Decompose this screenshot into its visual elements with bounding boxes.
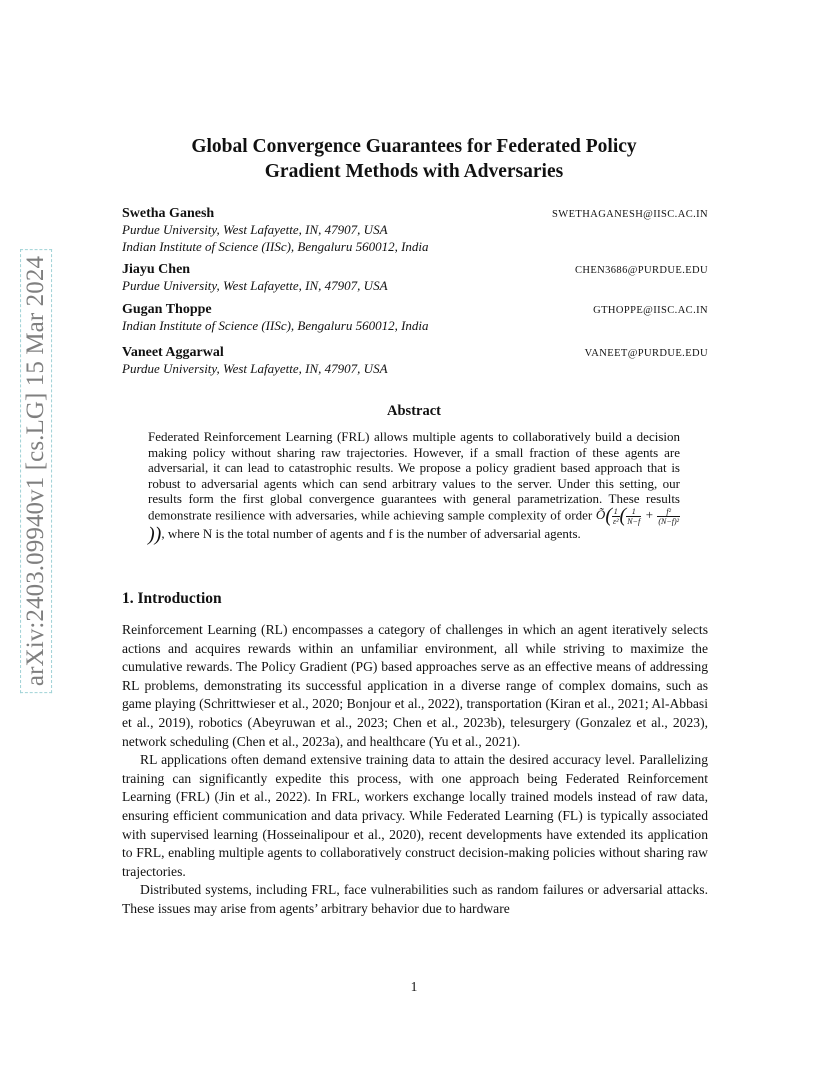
- sample-complexity-formula: Õ( $\frac{1}{\text{ε²}}$ ( $\frac{1}{N-f}$ + $\frac{\text{f²}}{\text{(N−f)²}}$ )): [148, 504, 680, 546]
- author-email: GTHOPPE@IISC.AC.IN: [593, 305, 708, 316]
- plus-sign: +: [644, 506, 654, 522]
- section-heading-introduction: 1. Introduction: [122, 590, 222, 607]
- fraction-n-minus-f: $\frac{1}{N-f}$: [627, 506, 641, 526]
- author-name: Gugan Thoppe: [122, 302, 212, 317]
- author-block-2: [122, 262, 708, 295]
- arxiv-stamp-text: arXiv:2403.09940v1 [cs.LG] 15 Mar 2024: [20, 249, 52, 693]
- paragraph: Distributed systems, including FRL, face vulnerabilities such as random failures or adversarial attacks. These issues may arise from agents’ arbitrary behavior due to hardware: [122, 882, 708, 916]
- author-name: Swetha Ganesh: [122, 206, 215, 221]
- paragraph: RL applications often demand extensive training data to attain the desired accuracy level. Parallelizing training can significantly expedite this process, with one approach being Federated Reinforcement Learning (FRL) (Jin et al., 2022). In FRL, workers exchange locally trained models instead of raw data, ensuring efficient communication and data privacy. While Federated Learning (FL) is typically associated with supervised learning (Hosseinalipour et al., 2020), recent developments have extended its application to FRL, enabling multiple agents to collaboratively construct decision-making policies without sharing raw trajectories.: [122, 752, 708, 879]
- author-affiliation: Purdue University, West Lafayette, IN, 47907, USA: [122, 361, 388, 376]
- author-affiliation: Indian Institute of Science (IISc), Bengaluru 560012, India: [122, 238, 429, 254]
- author-block-4: [122, 345, 708, 378]
- page-number: 1: [410, 979, 418, 994]
- author-name: Jiayu Chen: [122, 262, 191, 277]
- paper-title: [120, 134, 708, 184]
- author-block-3: [122, 302, 708, 335]
- abstract-heading: Abstract: [387, 403, 441, 419]
- paper-title-line-2: Gradient Methods with Adversaries: [264, 161, 564, 182]
- author-affiliation: Indian Institute of Science (IISc), Bengaluru 560012, India: [122, 318, 429, 333]
- fraction-f-squared: $\frac{\text{f²}}{\text{(N−f)²}}$: [658, 506, 680, 526]
- author-affiliation: Purdue University, West Lafayette, IN, 47907, USA: [122, 222, 388, 237]
- abstract-text-end: , where N is the total number of agents and f is the number of adversarial agents.: [161, 525, 581, 541]
- author-block-1: [122, 206, 708, 255]
- big-o-symbol: Õ: [595, 506, 606, 522]
- introduction-body: [122, 621, 708, 919]
- author-affiliation: Purdue University, West Lafayette, IN, 47907, USA: [122, 278, 388, 293]
- fraction-epsilon: $\frac{1}{\text{ε²}}$: [612, 506, 619, 526]
- author-email: SWETHAGANESH@IISC.AC.IN: [552, 209, 708, 220]
- author-email: VANEET@PURDUE.EDU: [584, 348, 708, 359]
- abstract-text: Federated Reinforcement Learning (FRL) allows multiple agents to collaboratively build a decision making policy without sharing raw trajectories. However, if a small fraction of these agents are adversarial, it can lead to catastrophic results. We propose a policy gradient based approach that is robust to adversarial agents which can send arbitrary values to the server. Under this setting, our results form the first global convergence guarantees with general parametrization. These results demonstrate resilience with adversaries, while achieving sample complexity of order: [148, 429, 680, 522]
- author-email: CHEN3686@PURDUE.EDU: [574, 265, 708, 276]
- abstract-body: [148, 429, 680, 546]
- author-name: Vaneet Aggarwal: [122, 345, 224, 360]
- arxiv-stamp: [18, 255, 54, 687]
- paper-title-line-1: Global Convergence Guarantees for Federated Policy: [191, 136, 637, 157]
- paragraph: Reinforcement Learning (RL) encompasses a category of challenges in which an agent iteratively selects actions and acquires rewards within an unfamiliar environment, all while striving to maximize the cumulative rewards. The Policy Gradient (PG) based approaches serve as an effective means of addressing RL problems, demonstrating its successful application in a diverse range of complex domains, such as game playing (Schrittwieser et al., 2020; Bonjour et al., 2022), transportation (Kiran et al., 2021; Al-Abbasi et al., 2019), robotics (Abeyruwan et al., 2023; Chen et al., 2023b), telesurgery (Gonzalez et al., 2023), network scheduling (Chen et al., 2023a), and healthcare (Yu et al., 2021).: [122, 622, 708, 749]
